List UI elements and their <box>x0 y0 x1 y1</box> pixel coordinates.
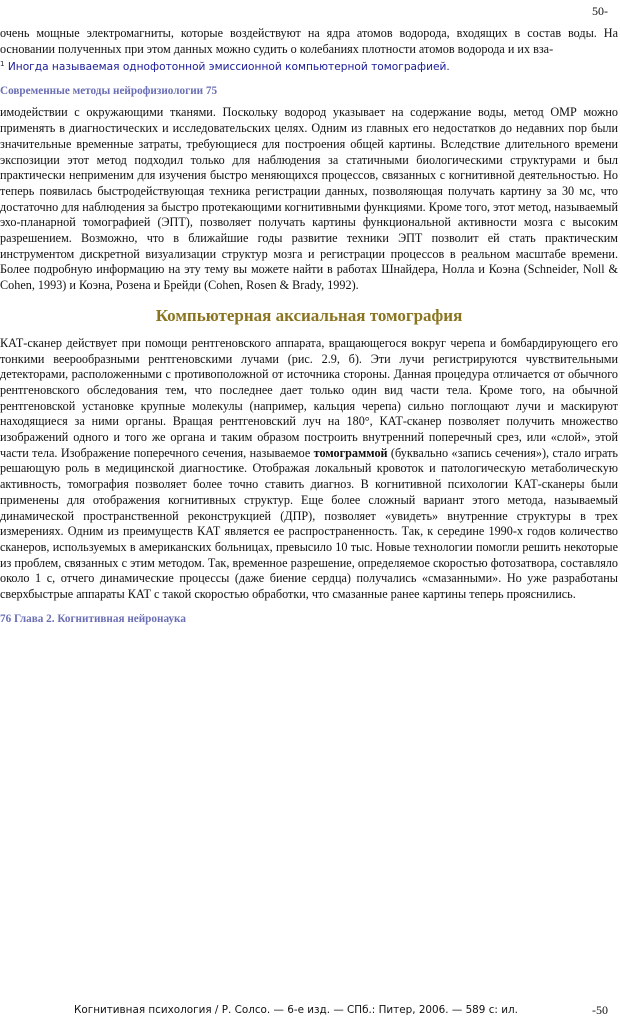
running-head: Современные методы нейрофизиологии 75 <box>0 85 218 98</box>
footnote-text: Иногда называемая однофотонной эмиссионной компьютерной томографией. <box>7 61 450 74</box>
bold-term: томограммой <box>313 445 388 460</box>
footnote <box>0 57 618 74</box>
paragraph-3 <box>0 336 618 603</box>
paragraph-2: имодействии с окружающими тканями. Поскольку водород указывает на содержание воды, метод ОМР можно применять в диагностических и исследовательских целях. Одним из главных его недостатков до недавних пор были значительные временные затраты, требующиеся для построения общей картины. Вследствие длительного времени экспозиции этот метод подходил только для наблюдения за статичными биологическими структурами и был практически неприменим для изучения быстро меняющихся процессов, связанных с когнитивной деятельностью. Но теперь появилась быстродействующая техника регистрации данных, позволяющая получать картину за 30 мс, что достаточно для наблюдения за быстро протекающими когнитивными функциями. Кроме того, этот метод, называемый эхо-планарной томографией (ЭПТ), позволяет получать картины функциональной активности мозга с высоким разрешением. Возможно, что в ближайшие годы развитие техники ЭПТ позволит ей стать практическим инструментом дискретной визуализации структур мозга и регистрации процессов в реальном масштабе времени. Более подробную информацию на эту тему вы можете найти в работах Шнайдера, Нолла и Коэна (Schneider, Noll & Cohen, 1993) и Коэна, Розена и Брейди (Cohen, Rosen & Brady, 1992). <box>0 105 618 293</box>
paragraph-3-part-2: (буквально «запись сечения»), стало играть решающую роль в медицинской диагностике. Отображая локальный кровоток и патологическую метаболическую активность, томография позволяет более точно ставить диагноз. В когнитивной психологии КАТ-сканеры были применены для отображения когнитивных структур. Еще более сложный вариант этого метода, называемый динамической пространственной реконструкцией (ДПР), позволяет «увидеть» внутренние структуры в трех измерениях. Одним из преимуществ КАТ является ее распространенность. Так, к середине 1990-х годов количество сканеров, используемых в американских больницах, превысило 10 тыс. Новые технологии помогли решить некоторые из проблем, связанных с этим методом. Так, временное разрешение, определяемое скоростью фотозатвора, составляло около 1 с, отчего динамические процессы (даже биение сердца) получались «смазанными». Но уже разработаны сверхбыстрые аппараты КАТ с такой скоростью обработки, что смазанные ранее картины теперь прояснились. <box>0 445 618 602</box>
footer-citation: Когнитивная психология / Р. Солсо. — 6-е изд. — СПб.: Питер, 2006. — 589 с: ил. <box>74 1004 518 1016</box>
page-number-bottom: -50 <box>592 1003 608 1017</box>
section-title: Компьютерная аксиальная томография <box>155 305 463 325</box>
page-content <box>0 26 618 626</box>
top-paragraph: очень мощные электромагниты, которые воздействуют на ядра атомов водорода, входящих в состав воды. На основании полученных при этом данных можно судить о колебаниях плотности атомов водорода и их вза- <box>0 26 618 56</box>
paragraph-3-part-1: КАТ-сканер действует при помощи рентгеновского аппарата, вращающегося вокруг черепа и бомбардирующего его тонкими веерообразными рентгеновскими лучами (рис. 2.9, б). Эти лучи регистрируются чувствительными детекторами, расположенными с противоположной от источника стороны. Данная процедура отличается от обычного рентгеновского обследования тем, что последнее дает только один вид части тела. Кроме того, на обычной рентгеновской установке крупные молекулы (например, кальция черепа) сильно поглощают лучи и маскируют находящиеся за ними органы. Вращая рентгеновский луч на 180°, КАТ-сканер позволяет получить множество изображений одного и того же органа и таким образом построить внутренний поперечный срез, или «слой», этой части тела. Изображение поперечного сечения, называемое <box>0 335 618 460</box>
page-number-top: 50- <box>592 4 608 18</box>
running-foot: 76 Глава 2. Когнитивная нейронаука <box>0 612 186 625</box>
footnote-marker: 1 <box>0 60 5 69</box>
